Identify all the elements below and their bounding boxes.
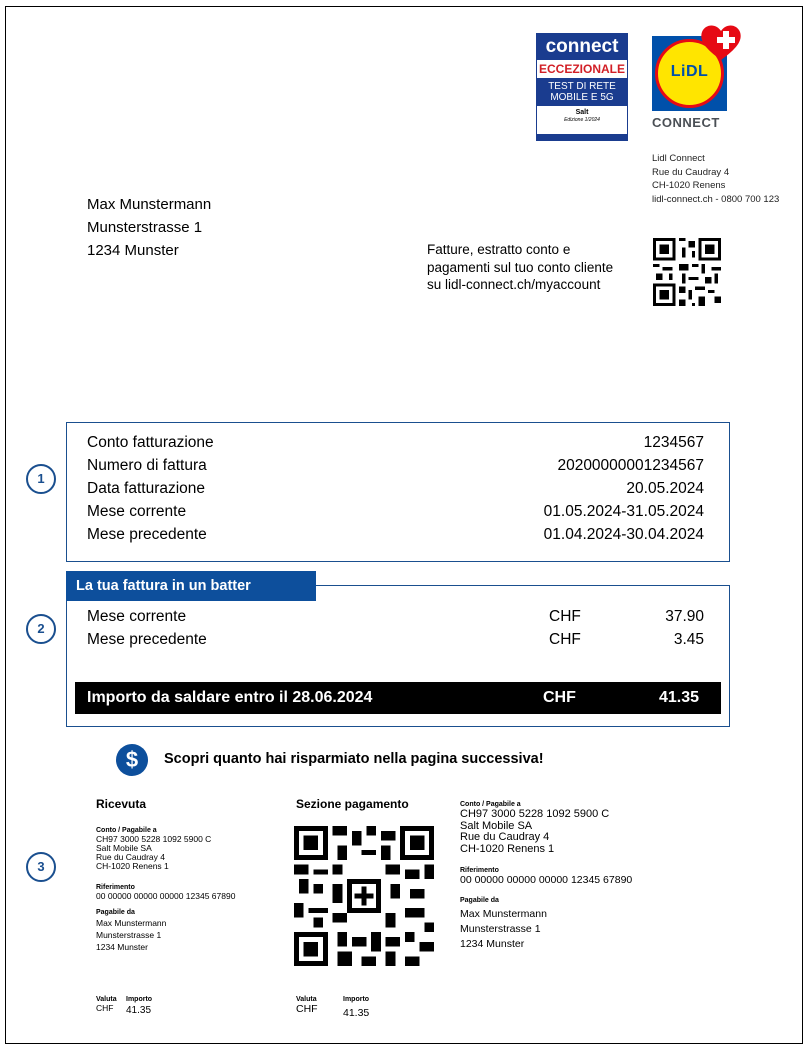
- payment-amount: Importo 41.35: [343, 996, 370, 1019]
- info-row: Mese precedente 01.04.2024-30.04.2024: [87, 526, 704, 543]
- connect-test-badge: [536, 33, 628, 141]
- savings-text: Scopri quanto hai risparmiato nella pagina successiva!: [164, 751, 544, 767]
- summary-row: Mese corrente CHF 37.90: [87, 608, 704, 625]
- heart-plus-icon: [698, 22, 744, 62]
- section-marker-2: 2: [26, 614, 56, 644]
- invoice-info-box: [66, 422, 730, 562]
- recipient-address: [87, 193, 211, 262]
- logo-subtitle: CONNECT: [652, 115, 720, 130]
- badge-operator: Salt: [575, 109, 589, 116]
- logo-word: LiDL: [670, 63, 709, 80]
- payment-currency: Valuta CHF: [296, 996, 318, 1015]
- total-currency: CHF: [543, 689, 576, 706]
- info-row: Conto fatturazione 1234567: [87, 434, 704, 451]
- total-due-bar: [75, 682, 721, 714]
- recipient-name: Max Munstermann: [87, 196, 212, 213]
- company-address: Lidl Connect Rue du Caudray 4 CH-1020 Renens lidl-connect.ch - 0800 700 123: [652, 153, 780, 205]
- receipt-title: Ricevuta: [96, 797, 147, 811]
- recipient-street: Munsterstrasse 1: [87, 219, 203, 236]
- receipt-currency: Valuta CHF: [96, 996, 117, 1013]
- badge-footer: [537, 134, 627, 140]
- badge-edition: Edizione 1/2024: [564, 117, 600, 123]
- badge-test: TEST DI RETE MOBILE E 5G: [537, 78, 627, 106]
- total-label: Importo da saldare entro il 28.06.2024: [87, 689, 373, 706]
- total-amount: 41.35: [658, 689, 699, 706]
- recipient-city: 1234 Munster: [87, 242, 179, 259]
- info-row: Data fatturazione 20.05.2024: [87, 480, 704, 497]
- account-qr-code[interactable]: [653, 238, 721, 306]
- swiss-qr-code[interactable]: [294, 826, 434, 966]
- dollar-icon: $: [116, 744, 148, 776]
- summary-row: Mese precedente CHF 3.45: [87, 631, 704, 648]
- info-row: Numero di fattura 20200000001234567: [87, 457, 704, 474]
- info-row: Mese corrente 01.05.2024-31.05.2024: [87, 503, 704, 520]
- payment-section-title: Sezione pagamento: [296, 797, 409, 811]
- summary-title: La tua fattura in un batter: [66, 571, 316, 601]
- account-note: Fatture, estratto conto e pagamenti sul tuo conto cliente su lidl-connect.ch/myaccount: [427, 242, 614, 292]
- section-marker-1: 1: [26, 464, 56, 494]
- badge-brand: connect: [537, 34, 627, 60]
- badge-rating: ECCEZIONALE: [538, 62, 625, 76]
- receipt-section: Ricevuta Conto / Pagabile a CH97 3000 5228 1092 5900 C Salt Mobile SA Rue du Caudray 4 CH-1020 Renens 1 Riferimento 00 00000 00000 00000 12345 67890 Pagabile da Max Munstermann Munsterstrasse 1 1234 Munster: [96, 797, 286, 953]
- invoice-summary-box: [66, 585, 730, 727]
- receipt-amount: Importo 41.35: [126, 996, 153, 1016]
- payment-details: Conto / Pagabile a CH97 3000 5228 1092 5900 C Salt Mobile SA Rue du Caudray 4 CH-1020 Renens 1 Riferimento 00 00000 00000 00000 12345 67890 Pagabile da Max Munstermann Munsterstrasse 1 1234 Munster: [460, 801, 633, 950]
- lidl-connect-logo: [652, 22, 744, 134]
- section-marker-3: 3: [26, 852, 56, 882]
